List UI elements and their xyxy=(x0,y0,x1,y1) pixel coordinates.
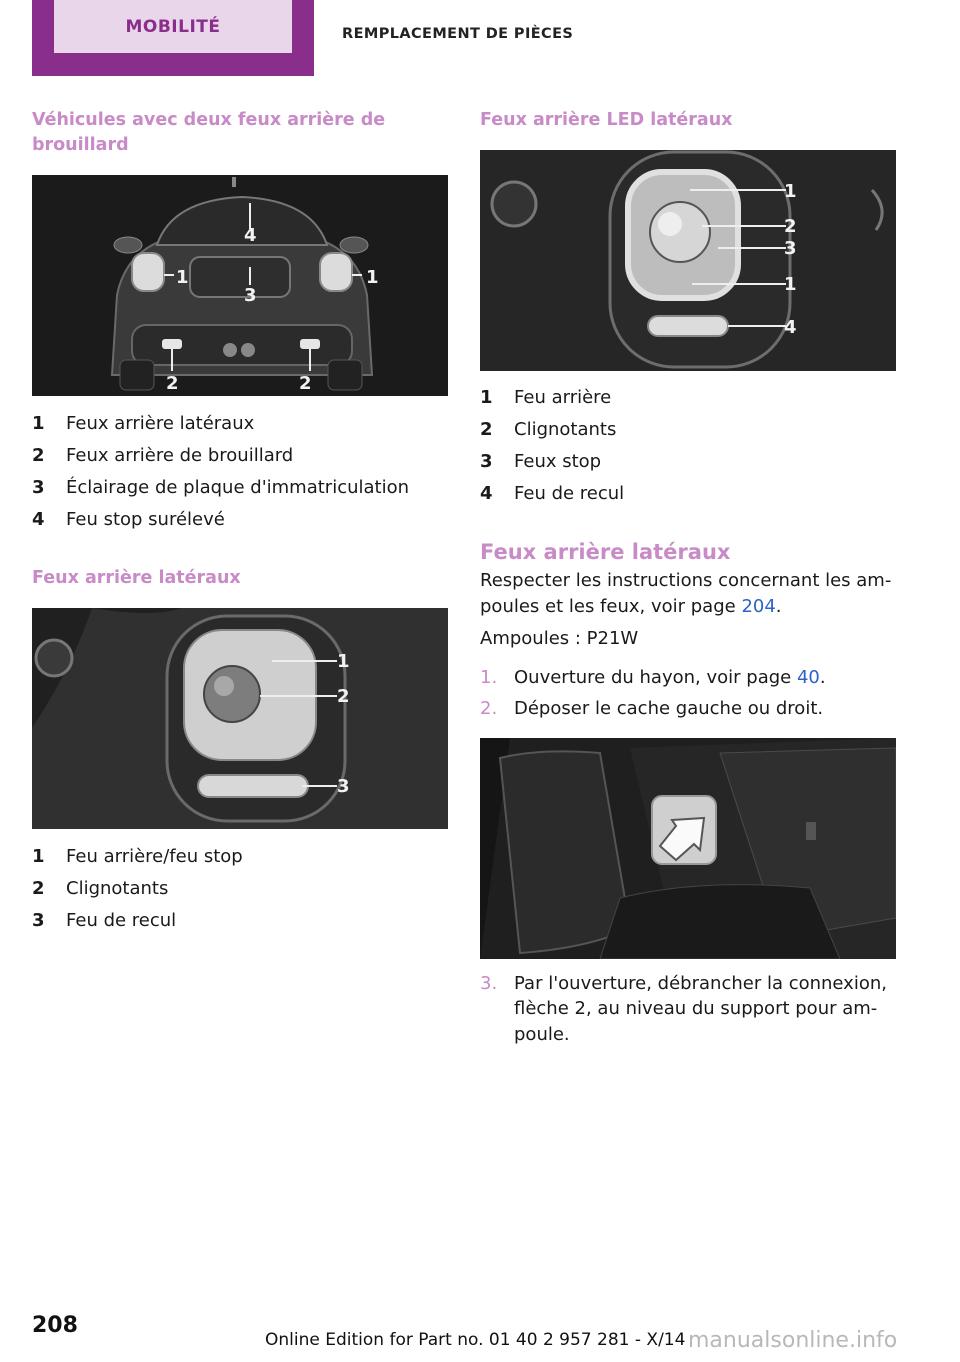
legend-item: 2 Clignotants xyxy=(32,878,169,899)
legend-rear-fog-lights xyxy=(32,408,448,536)
section-tab-inner xyxy=(54,0,292,53)
section-heading-side-tail-lights: Feux arrière latéraux xyxy=(480,540,731,564)
legend-item: 1 Feu arrière xyxy=(480,387,612,408)
callout-3: 3 xyxy=(337,776,350,797)
legend-item: 3 Feux stop xyxy=(480,451,602,472)
figure-side-tail-light xyxy=(32,608,448,829)
steps-list xyxy=(480,665,896,722)
legend-item: 3 Éclairage de plaque d'immatriculation xyxy=(32,477,410,498)
legend-led-tail-lights xyxy=(480,382,896,510)
step-item: 2. Déposer le cache gauche ou droit. xyxy=(480,698,824,719)
callout-1-right: 1 xyxy=(366,267,379,288)
callout-1-top: 1 xyxy=(784,181,797,202)
edition-note: Online Edition for Part no. 01 40 2 957 281 - X/14 xyxy=(265,1330,686,1350)
side-tail-light-illustration xyxy=(32,608,448,829)
figure-trunk-cover xyxy=(480,738,896,959)
trunk-cover-illustration xyxy=(480,738,896,959)
legend-side-tail-lights xyxy=(32,841,448,937)
legend-item: 1 Feux arrière latéraux xyxy=(32,413,255,434)
step-item: 3. Par l'ouverture, débrancher la connexion, flèche 2, au niveau du support pour am- poule. xyxy=(480,972,887,1045)
page-number: 208 xyxy=(32,1313,78,1338)
callout-2-left: 2 xyxy=(166,373,179,394)
callout-4: 4 xyxy=(784,317,797,338)
callout-4: 4 xyxy=(244,225,257,246)
steps-list-continued xyxy=(480,971,896,1048)
section-tab-label: MOBILITÉ xyxy=(125,16,221,37)
step-item: 1. Ouverture du hayon, voir page 40. xyxy=(480,666,826,688)
callout-3: 3 xyxy=(244,285,257,306)
left-column xyxy=(32,108,448,937)
watermark: manualsonline.info xyxy=(688,1328,898,1353)
figure-rear-view-car xyxy=(32,175,448,396)
heading-side-tail-lights: Feux arrière latéraux xyxy=(32,568,241,588)
intro-paragraph: Respecter les instructions concernant les am- poules et les feux, voir page 204. xyxy=(480,570,892,617)
callout-3: 3 xyxy=(784,238,797,259)
heading-led-tail-lights: Feux arrière LED latéraux xyxy=(480,110,733,130)
chapter-title: REMPLACEMENT DE PIÈCES xyxy=(342,26,574,42)
legend-item: 1 Feu arrière/feu stop xyxy=(32,846,243,867)
section-tab xyxy=(32,0,314,76)
callout-1-bottom: 1 xyxy=(784,274,797,295)
legend-item: 2 Feux arrière de brouillard xyxy=(32,445,294,466)
figure-led-tail-light xyxy=(480,150,896,371)
callout-1: 1 xyxy=(337,651,350,672)
callout-1-left: 1 xyxy=(176,267,189,288)
callout-2: 2 xyxy=(784,216,797,237)
legend-item: 2 Clignotants xyxy=(480,419,617,440)
legend-item: 4 Feu stop surélevé xyxy=(32,509,225,530)
led-tail-light-illustration xyxy=(480,150,896,371)
heading-rear-fog-lights: Véhicules avec deux feux arrière de brouillard xyxy=(32,110,386,155)
page-link-204[interactable]: 204 xyxy=(741,595,776,617)
page-link-40[interactable]: 40 xyxy=(796,666,820,688)
callout-2: 2 xyxy=(337,686,350,707)
bulb-type: Ampoules : P21W xyxy=(480,628,639,649)
right-column xyxy=(480,108,896,1047)
legend-item: 3 Feu de recul xyxy=(32,910,177,931)
legend-item: 4 Feu de recul xyxy=(480,483,625,504)
rear-view-car-illustration xyxy=(32,175,448,396)
callout-2-right: 2 xyxy=(299,373,312,394)
